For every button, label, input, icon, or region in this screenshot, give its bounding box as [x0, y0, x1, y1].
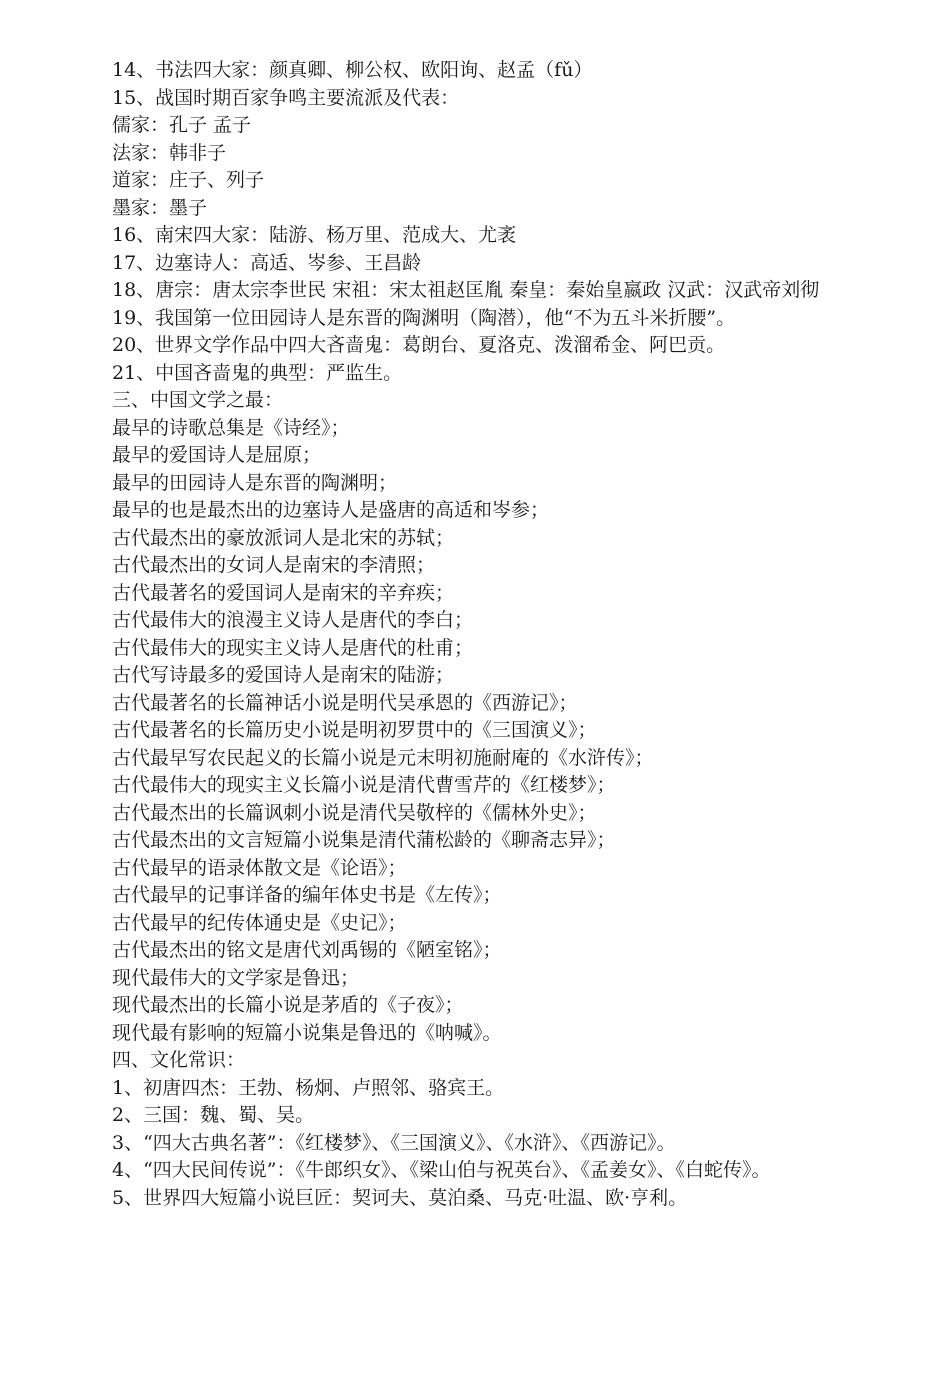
text-line: 5、世界四大短篇小说巨匠：契诃夫、莫泊桑、马克·吐温、欧·亨利。: [112, 1186, 688, 1209]
text-line: 古代最早的记事详备的编年体史书是《左传》；: [112, 884, 502, 906]
text-line: 古代最早写农民起义的长篇小说是元末明初施耐庵的《水浒传》；: [112, 746, 654, 769]
text-line: 古代最杰出的长篇讽刺小说是清代吴敬梓的《儒林外史》；: [112, 801, 597, 824]
text-line: 现代最伟大的文学家是鲁迅；: [112, 966, 360, 989]
text-line: 古代最早的语录体散文是《论语》；: [112, 856, 407, 879]
text-line: 古代最早的纪传体通史是《史记》；: [112, 911, 407, 934]
text-line: 古代最杰出的豪放派词人是北宋的苏轼；: [112, 526, 455, 549]
text-line: 古代最著名的爱国词人是南宋的辛弃疾；: [112, 581, 455, 604]
text-line: 墨家：墨子: [112, 196, 208, 219]
text-line: 最早的田园诗人是东晋的陶渊明；: [112, 471, 398, 494]
text-line: 14、书法四大家：颜真卿、柳公权、欧阳询、赵孟（fǔ）: [112, 59, 593, 81]
text-line: 最早的诗歌总集是《诗经》；: [112, 416, 350, 439]
text-line: 16、南宋四大家：陆游、杨万里、范成大、尤袤: [112, 224, 517, 246]
text-line: 15、战国时期百家争鸣主要流派及代表：: [112, 86, 460, 109]
text-line: 古代写诗最多的爱国诗人是南宋的陆游；: [112, 664, 455, 686]
text-line: 古代最杰出的女词人是南宋的李清照；: [112, 554, 436, 576]
section-heading: 四、文化常识：: [112, 1049, 246, 1071]
text-line: 古代最著名的长篇神话小说是明代吴承恩的《西游记》；: [112, 691, 578, 714]
text-line: 古代最著名的长篇历史小说是明初罗贯中的《三国演义》；: [112, 719, 597, 741]
text-line: 现代最有影响的短篇小说集是鲁迅的《呐喊》。: [112, 1021, 502, 1044]
text-line: 法家：韩非子: [112, 141, 227, 164]
text-line: 18、唐宗：唐太宗李世民 宋祖：宋太祖赵匡胤 秦皇：秦始皇嬴政 汉武：汉武帝刘彻: [112, 279, 820, 301]
text-line: 4、“四大民间传说”：《牛郎织女》、《梁山伯与祝英台》、《孟姜女》、《白蛇传》。: [112, 1159, 771, 1181]
text-line: 古代最杰出的铭文是唐代刘禹锡的《陋室铭》；: [112, 939, 502, 961]
document-body: [112, 57, 854, 1212]
text-line: 儒家：孔子 孟子: [112, 114, 252, 136]
text-line: 1、初唐四杰：王勃、杨炯、卢照邻、骆宾王。: [112, 1076, 505, 1099]
text-line: 21、中国吝啬鬼的典型：严监生。: [112, 361, 403, 384]
text-line: 道家：庄子、列子: [112, 169, 265, 191]
text-line: 19、我国第一位田园诗人是东晋的陶渊明（陶潜），他“不为五斗米折腰”。: [112, 306, 736, 329]
text-line: 17、边塞诗人：高适、岑参、王昌龄: [112, 251, 422, 274]
text-line: 古代最伟大的现实主义长篇小说是清代曹雪芹的《红楼梦》；: [112, 774, 616, 796]
text-line: 最早的也是最杰出的边塞诗人是盛唐的高适和岑参；: [112, 499, 550, 521]
section-heading: 三、中国文学之最：: [112, 389, 284, 411]
text-line: 2、三国：魏、蜀、吴。: [112, 1104, 315, 1126]
text-line: 古代最伟大的浪漫主义诗人是唐代的李白；: [112, 609, 474, 631]
text-line: 古代最杰出的文言短篇小说集是清代蒲松龄的《聊斋志异》；: [112, 829, 616, 851]
text-line: 3、“四大古典名著”：《红楼梦》、《三国演义》、《水浒》、《西游记》。: [112, 1131, 676, 1154]
text-line: 20、世界文学作品中四大吝啬鬼：葛朗台、夏洛克、泼溜希金、阿巴贡。: [112, 334, 726, 356]
text-line: 现代最杰出的长篇小说是茅盾的《子夜》；: [112, 994, 464, 1016]
text-line: 最早的爱国诗人是屈原；: [112, 444, 322, 466]
text-line: 古代最伟大的现实主义诗人是唐代的杜甫；: [112, 636, 474, 659]
